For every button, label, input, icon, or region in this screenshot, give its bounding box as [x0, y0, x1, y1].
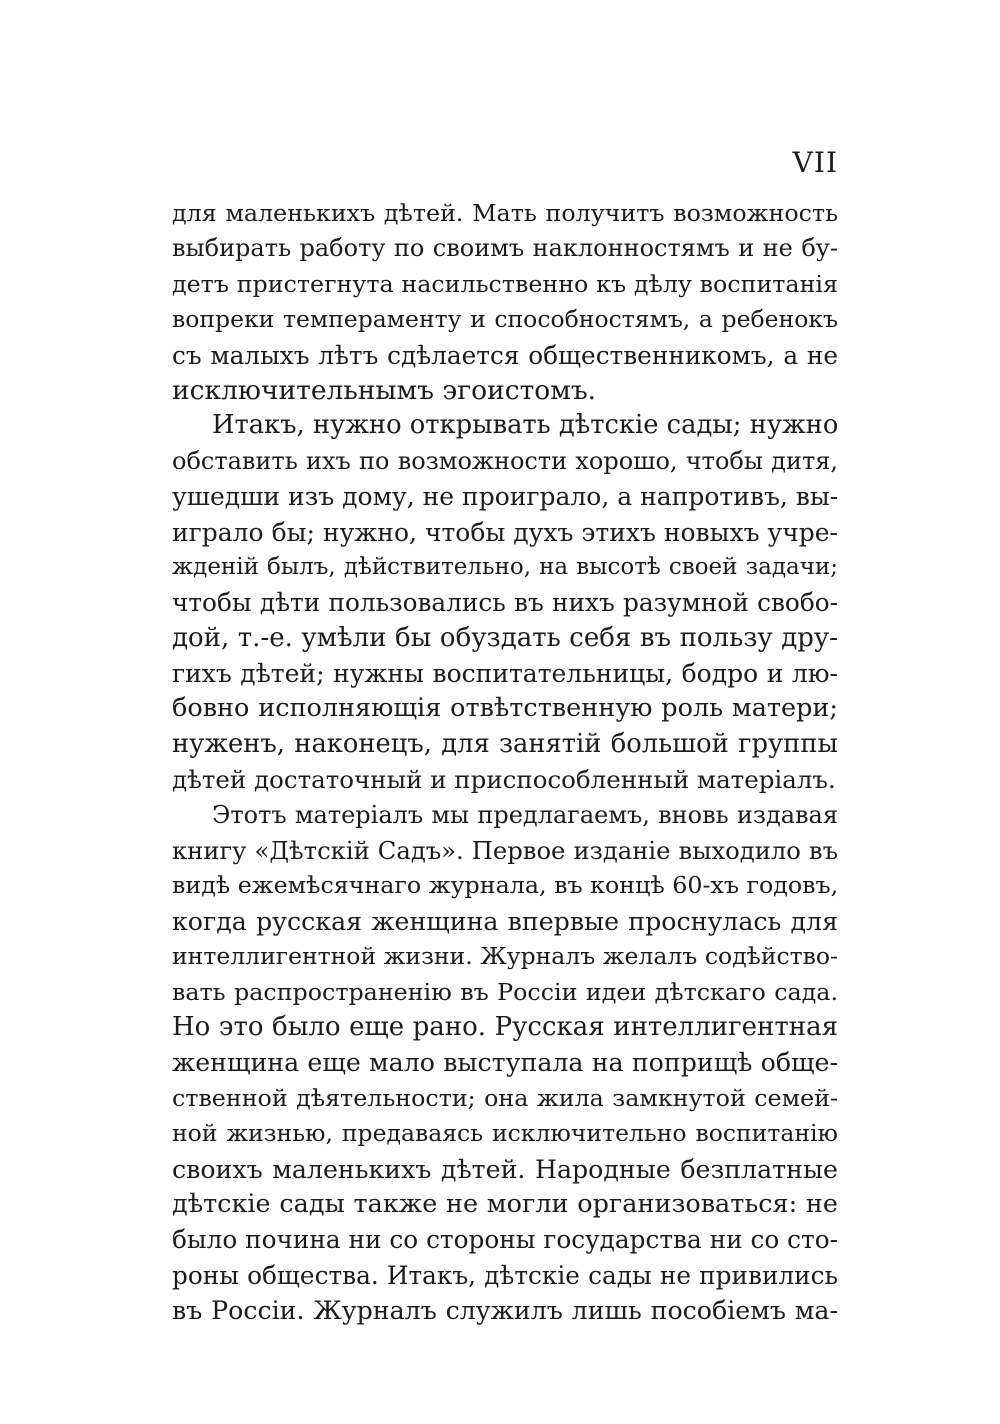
- text-line: вопреки темпераменту и способностямъ, а ребенокъ: [172, 305, 838, 334]
- text-line: интеллигентной жизни. Журналъ желалъ содѣйство-: [172, 942, 838, 971]
- text-line: женщина еще мало выступала на поприщѣ обще-: [172, 1048, 838, 1078]
- text-line: детъ пристегнута насильственно къ дѣлу воспитанія: [172, 269, 838, 298]
- text-line: книгу «Дѣтскій Садъ». Первое изданіе выходило въ: [172, 836, 838, 866]
- paragraph-2: [172, 408, 838, 797]
- text-line: Итакъ, нужно открывать дѣтскіе сады; нужно: [212, 410, 839, 441]
- text-line: своихъ маленькихъ дѣтей. Народные безплатные: [172, 1154, 838, 1184]
- text-line: жденій былъ, дѣйствительно, на высотѣ своей задачи;: [172, 553, 838, 580]
- paragraph-3: [172, 798, 838, 1329]
- text-line: было почина ни со стороны государства ни со сто-: [172, 1225, 838, 1255]
- text-line: дѣтскіе сады также не могли организоваться: не: [172, 1188, 838, 1219]
- text-line: нуженъ, наконецъ, для занятій большой группы: [172, 728, 838, 759]
- text-line: играло бы; нужно, чтобы духъ этихъ новыхъ учре-: [172, 517, 838, 547]
- text-line: видѣ ежемѣсячнаго журнала, въ концѣ 60-хъ годовъ,: [172, 871, 839, 900]
- text-line: выбирать работу по своимъ наклонностямъ и не бу-: [172, 234, 838, 263]
- text-line: ственной дѣятельности; она жила замкнутой семей-: [172, 1083, 838, 1112]
- text-line: для маленькихъ дѣтей. Мать получитъ возможность: [172, 199, 838, 227]
- text-line: Но это было еще рано. Русская интеллигентная: [172, 1011, 838, 1042]
- page-number: VII: [792, 146, 838, 179]
- text-line: ной жизнью, предаваясь исключительно воспитанію: [172, 1119, 838, 1148]
- text-line: когда русская женщина впервые проснулась для: [172, 906, 838, 936]
- text-line: вать распространенію въ Россіи идеи дѣтскаго сада.: [172, 977, 838, 1006]
- paragraph-1: [172, 196, 838, 408]
- text-line: съ малыхъ лѣтъ сдѣлается общественникомъ, а не: [172, 340, 838, 370]
- text-line: дой, т.-е. умѣли бы обуздать себя въ пользу дру-: [172, 622, 838, 653]
- text-line: исключительнымъ эгоистомъ.: [172, 374, 597, 406]
- text-line: бовно исполняющія отвѣтственную роль матери;: [172, 693, 838, 724]
- text-line: дѣтей достаточный и приспособленный матеріалъ.: [172, 765, 836, 795]
- text-line: Этотъ матеріалъ мы предлагаемъ, вновь издавая: [212, 800, 838, 829]
- text-line: гихъ дѣтей; нужны воспитательницы, бодро и лю-: [172, 659, 838, 689]
- text-line: въ Россіи. Журналъ служилъ лишь пособіемъ ма-: [172, 1296, 838, 1326]
- text-line: обставить ихъ по возможности хорошо, чтобы дитя,: [172, 446, 838, 475]
- text-line: роны общества. Итакъ, дѣтскіе сады не привились: [172, 1260, 838, 1290]
- body-text: [172, 196, 838, 1329]
- text-line: ушедши изъ дому, не проиграло, а напротивъ, вы-: [172, 482, 839, 512]
- text-line: чтобы дѣти пользовались въ нихъ разумной свобо-: [172, 588, 838, 618]
